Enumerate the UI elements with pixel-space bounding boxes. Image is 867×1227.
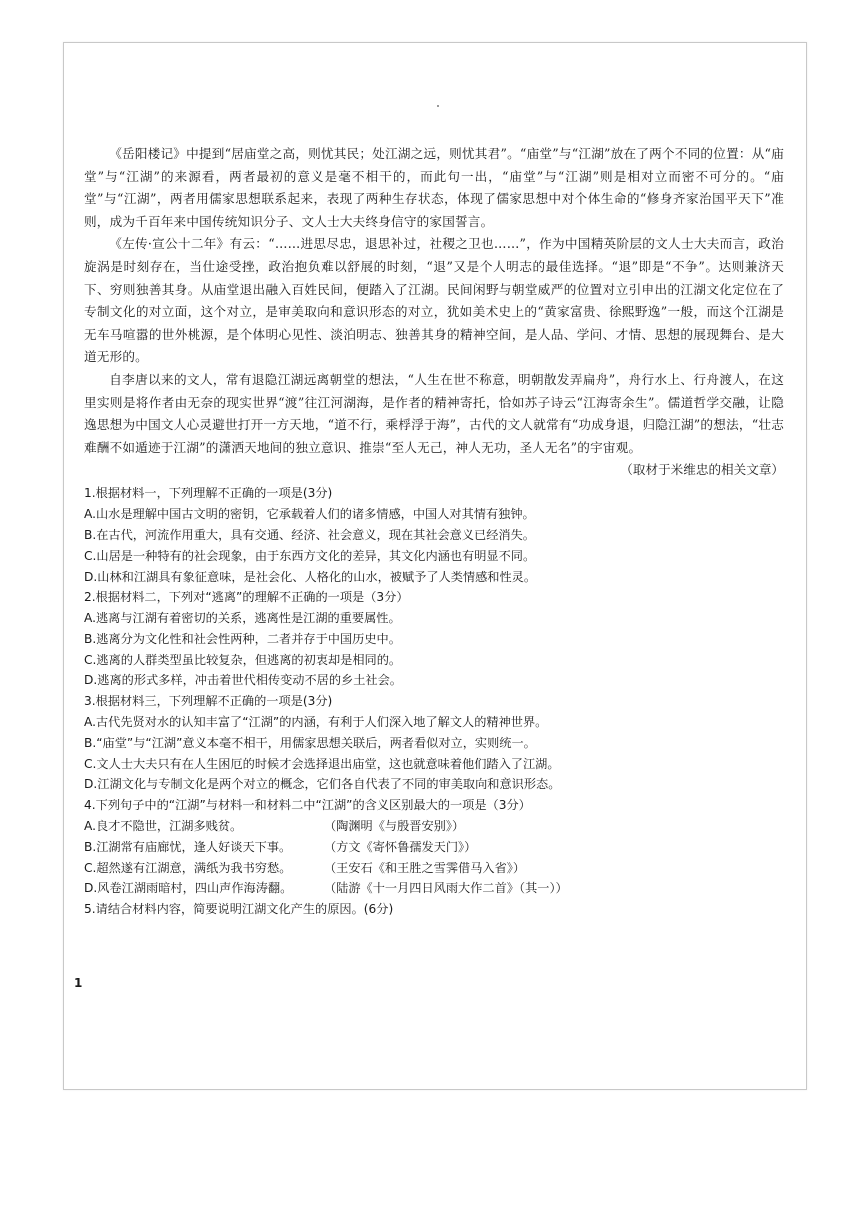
question-stem: 5.请结合材料内容，简要说明江湖文化产生的原因。(6分) bbox=[84, 902, 394, 917]
question-stem: 4.下列句子中的“江湖”与材料一和材料二中“江湖”的含义区别最大的一项是（3分） bbox=[84, 798, 531, 813]
scan-mark bbox=[437, 105, 439, 107]
exam-page bbox=[63, 42, 807, 1090]
option-text: B.江湖常有庙廊忧，逢人好谈天下事。 bbox=[84, 839, 292, 854]
option-b bbox=[84, 837, 784, 858]
question-1 bbox=[84, 483, 784, 587]
passage-source: （取材于米维忠的相关文章） bbox=[620, 462, 784, 478]
option-b: B.在古代，河流作用重大，具有交通、经济、社会意义，现在其社会意义已经消失。 bbox=[84, 527, 535, 542]
question-section bbox=[84, 483, 784, 920]
option-d: D.逃离的形式多样，冲击着世代相传变动不居的乡土社会。 bbox=[84, 673, 402, 688]
question-4 bbox=[84, 795, 784, 899]
option-source: （陶渊明《与殷晋安别》） bbox=[324, 819, 465, 834]
content-area bbox=[84, 143, 784, 920]
option-text: A.良才不隐世，江湖多贱贫。 bbox=[84, 819, 243, 834]
question-2 bbox=[84, 587, 784, 691]
page-number: 1 bbox=[74, 976, 83, 990]
option-d bbox=[84, 878, 784, 899]
option-c: C.逃离的人群类型虽比较复杂，但逃离的初衷却是相同的。 bbox=[84, 652, 402, 667]
option-d: D.江湖文化与专制文化是两个对立的概念，它们各自代表了不同的审美取向和意识形态。 bbox=[84, 777, 561, 792]
option-c bbox=[84, 858, 784, 879]
option-b: B.逃离分为文化性和社会性两种，二者并存于中国历史中。 bbox=[84, 631, 401, 646]
option-text: C.超然遂有江湖意，满纸为我书穷愁。 bbox=[84, 860, 292, 875]
question-stem: 2.根据材料二，下列对“逃离”的理解不正确的一项是（3分） bbox=[84, 590, 409, 605]
option-a: A.山水是理解中国古文明的密钥，它承载着人们的诸多情感，中国人对其情有独钟。 bbox=[84, 507, 535, 522]
option-d: D.山林和江湖具有象征意味，是社会化、人格化的山水，被赋予了人类情感和性灵。 bbox=[84, 569, 537, 584]
question-3 bbox=[84, 691, 784, 795]
passage-paragraph-3: 自李唐以来的文人，常有退隐江湖远离朝堂的想法，“人生在世不称意，明朝散发弄扁舟”，舟行水上、行舟渡人，在这里实则是将作者由无奈的现实世界“渡”往江河湖海，是作者的精神寄托，恰如苏子诗云“江海寄余生”。儒道哲学交融，让隐逸思想为中国文人心灵避世打开一方天地，“道不行，乘桴浮于海”，古代的文人就常有“功成身退，归隐江湖”的想法，“壮志难酬不如遁迹于江湖”的潇洒天地间的独立意识、推崇“至人无己，神人无功，圣人无名”的宇宙观。 bbox=[84, 371, 784, 455]
option-text: D.风卷江湖雨暗村，四山声作海涛翻。 bbox=[84, 881, 293, 896]
option-c: C.山居是一种特有的社会现象，由于东西方文化的差异，其文化内涵也有明显不同。 bbox=[84, 548, 536, 563]
option-c: C.文人士大夫只有在人生困厄的时候才会选择退出庙堂，这也就意味着他们踏入了江湖。 bbox=[84, 756, 560, 771]
option-source: （王安石《和王胜之雪霁借马入省》） bbox=[324, 860, 526, 875]
option-a: A.古代先贤对水的认知丰富了“江湖”的内涵，有利于人们深入地了解文人的精神世界。 bbox=[84, 715, 548, 730]
question-5 bbox=[84, 899, 784, 920]
question-stem: 1.根据材料一，下列理解不正确的一项是(3分) bbox=[84, 486, 333, 501]
option-source: （方文《寄怀鲁孺发天门》） bbox=[324, 839, 477, 854]
option-source: （陆游《十一月四日风雨大作二首》（其一）） bbox=[324, 881, 568, 896]
option-b: B.“庙堂”与“江湖”意义本毫不相干，用儒家思想关联后，两者看似对立，实则统一。 bbox=[84, 735, 536, 750]
passage-paragraph-1: 《岳阳楼记》中提到“居庙堂之高，则忧其民；处江湖之远，则忧其君”。“庙堂”与“江湖”放在了两个不同的位置：从“庙堂”与“江湖”的来源看，两者最初的意义是毫不相干的，而此句一出，“庙堂”与“江湖”则是相对立而密不可分的。“庙堂”与“江湖”，两者用儒家思想联系起来，表现了两种生存状态，体现了儒家思想中对个体生命的“修身齐家治国平天下”准则，成为千百年来中国传统知识分子、文人士大夫终身信守的家国誓言。 bbox=[84, 146, 784, 229]
passage-paragraph-2: 《左传·宣公十二年》有云：“……进思尽忠，退思补过，社稷之卫也……”，作为中国精英阶层的文人士大夫而言，政治旋涡是时刻存在，当仕途受挫，政治抱负难以舒展的时刻，“退”又是个人明志的最佳选择。“退”即是“不争”。达则兼济天下、穷则独善其身。从庙堂退出融入百姓民间，便踏入了江湖。民间闲野与朝堂威严的位置对立引申出的江湖文化定位在了专制文化的对立面，这个对立，是审美取向和意识形态的对立，犹如美术史上的“黄家富贵、徐熙野逸”一般，而这个江湖是无车马喧嚣的世外桃源，是个体明心见性、淡泊明志、独善其身的精神空间，是人品、学问、才情、思想的展现舞台、是大道无形的。 bbox=[84, 236, 784, 365]
option-a bbox=[84, 816, 784, 837]
question-stem: 3.根据材料三，下列理解不正确的一项是(3分) bbox=[84, 694, 333, 709]
option-a: A.逃离与江湖有着密切的关系，逃离性是江湖的重要属性。 bbox=[84, 611, 401, 626]
